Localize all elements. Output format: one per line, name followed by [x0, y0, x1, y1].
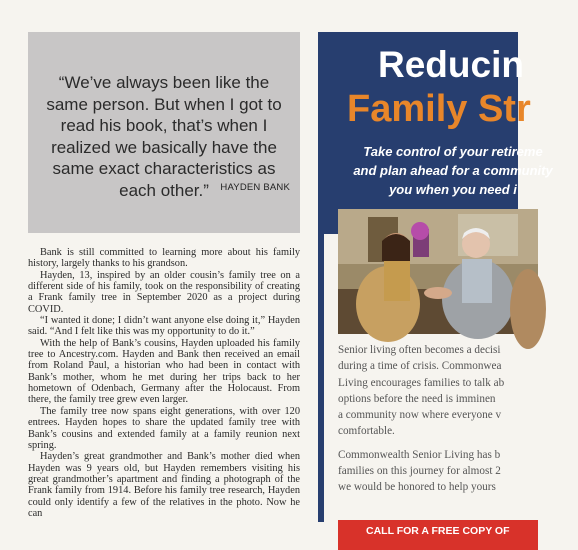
- pull-quote-text: “We’ve always been like the same person. But when I got to read his book, that’s when I realized we basically have the same exact characteristics as each other.”: [46, 73, 282, 200]
- pull-quote-attribution: HAYDEN BANK: [220, 182, 290, 193]
- ad-body-line: during a time of crisis. Commonwea: [338, 360, 502, 373]
- article-paragraph: With the help of Bank’s cousins, Hayden uploaded his family tree to Ancestry.com. Hayden and Bank then received an email from Roland Paul, a historian who had been in contact with Bank’s mother, whom he met during her trips back to her hometown of Odenbach, Germany after the Holocaust. From there, the family tree grew even larger.: [28, 337, 300, 406]
- article-paragraph: The family tree now spans eight generations, with over 120 entrees. Hayden hopes to share the updated family tree with Bank’s cousins and extended family at a family reunion next spring.: [28, 405, 300, 451]
- ad-body-line: Senior living often becomes a decisi: [338, 344, 501, 356]
- ad-body-line: we would be honored to help yours: [338, 481, 496, 494]
- ad-body-line: Commonwealth Senior Living has b: [338, 448, 501, 461]
- ad-subheadline-line: Take control of your retireme: [363, 144, 543, 159]
- ad-body-paragraph: [338, 342, 538, 440]
- ad-subheadline-line: you when you need i: [389, 182, 517, 197]
- ad-body-line: families on this journey for almost 2: [338, 465, 501, 478]
- pull-quote-box: [28, 32, 300, 233]
- ad-photo: [338, 209, 538, 334]
- article-body: [28, 247, 300, 519]
- ad-subheadline: [328, 142, 578, 199]
- ad-body-line: comfortable.: [338, 425, 395, 438]
- ad-subheadline-line: and plan ahead for a community: [353, 163, 553, 178]
- article-paragraph: Hayden’s great grandmother and Bank’s mother died when Hayden was 9 years old, but Hayden remembers visiting his great grandmother’s apartment and finding a photograph of the Frank family from 1914. Before his family tree research, Hayden could only identify a few of the relatives in the photo. Now he can: [28, 451, 300, 519]
- call-for-copy-button[interactable]: CALL FOR A FREE COPY OF: [338, 520, 538, 550]
- ad-headline-line-1: Reducin: [378, 44, 524, 85]
- article-paragraph: Hayden, 13, inspired by an older cousin’s family tree on a different side of his family, took on the responsibility of creating a Frank family tree in September 2020 as a project during COVID.: [28, 269, 300, 315]
- ad-body-line: a community now where everyone v: [338, 409, 502, 422]
- advertisement-panel: [318, 32, 553, 537]
- article-paragraph: Bank is still committed to learning more about his family history, largely thanks to his grandson.: [28, 247, 300, 270]
- ad-body-line: options before the need is imminen: [338, 392, 496, 405]
- ad-body-paragraph: [338, 447, 538, 496]
- seniors-photo-illustration: [338, 209, 538, 334]
- ad-headline-line-2: Family Str: [347, 88, 531, 130]
- ad-body-line: Living encourages families to talk ab: [338, 376, 505, 389]
- ad-body-text: [338, 342, 538, 503]
- article-paragraph: “I wanted it done; I didn’t want anyone else doing it,” Hayden said. “And I felt like this was my opportunity to do it.”: [28, 315, 300, 338]
